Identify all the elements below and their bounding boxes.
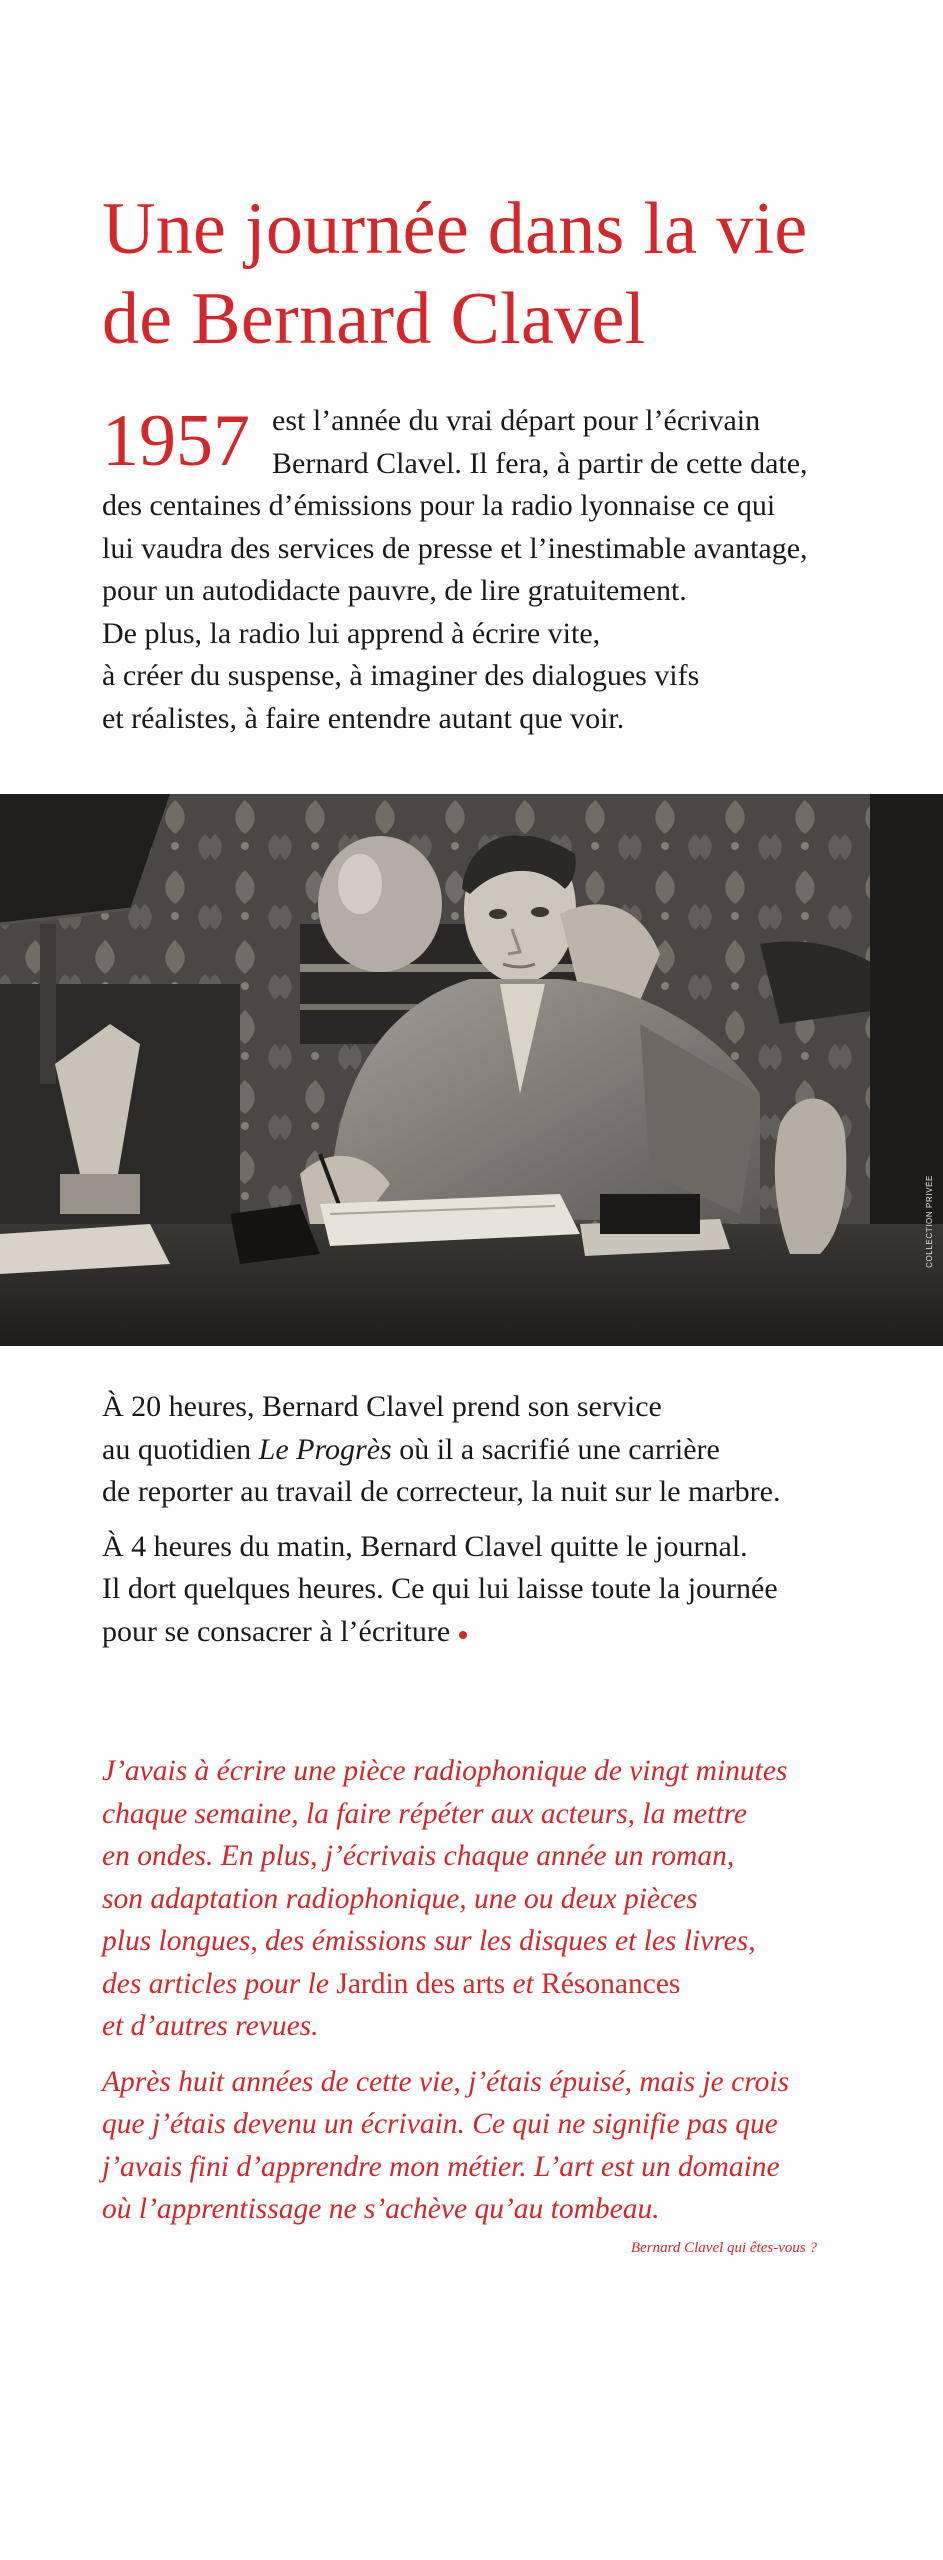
quote-line: J’avais à écrire une pièce radiophonique de vingt minutes (102, 1755, 788, 1787)
story-text-segment: pour se consacrer à l’écriture (102, 1614, 451, 1648)
quote-paragraph-1 (102, 1750, 902, 2048)
story-line: À 4 heures du matin, Bernard Clavel quitte le journal. (102, 1529, 748, 1563)
story-line: Il dort quelques heures. Ce qui lui laisse toute la journée (102, 1572, 778, 1605)
story-line: de reporter au travail de correcteur, la nuit sur le marbre. (102, 1475, 781, 1508)
writer-at-desk-image (0, 794, 943, 1346)
author-quote (102, 1750, 902, 2244)
portrait-photo (0, 794, 943, 1346)
intro-paragraph (102, 400, 882, 740)
quote-line: et d’autres revues. (102, 2010, 319, 2042)
story-paragraph-2 (102, 1526, 902, 1654)
drop-year: 1957 (102, 400, 250, 482)
quote-line: plus longues, des émissions sur les disques et les livres, (102, 1925, 756, 1957)
quote-line: où l’apprentissage ne s’achève qu’au tombeau. (102, 2193, 660, 2225)
title-line-2: de Bernard Clavel (102, 278, 646, 360)
page-title (102, 184, 902, 364)
newspaper-title: Le Progrès (258, 1432, 392, 1466)
story-text-segment: au quotidien (102, 1432, 259, 1466)
title-line-1: Une journée dans la vie (102, 188, 808, 270)
quote-text-segment: et (505, 1967, 542, 2000)
quote-line: en ondes. En plus, j’écrivais chaque année un roman, (102, 1840, 735, 1872)
end-bullet-icon (459, 1631, 467, 1639)
quote-line: Après huit années de cette vie, j’étais épuisé, mais je crois (102, 2065, 790, 2098)
story-text-segment: où il a sacrifié une carrière (391, 1432, 720, 1466)
publication-title: Jardin des arts (336, 1967, 506, 2000)
intro-line: et réalistes, à faire entendre autant que voir. (102, 701, 625, 735)
story-line (102, 1429, 902, 1472)
quote-line: chaque semaine, la faire répéter aux acteurs, la mettre (102, 1797, 748, 1830)
quote-paragraph-2 (102, 2061, 902, 2231)
story-text (102, 1386, 902, 1665)
quote-text-segment: des articles pour le (102, 1967, 337, 2000)
publication-title: Résonances (541, 1967, 681, 2000)
photo-credit: COLLECTION PRIVÉE (925, 1175, 934, 1268)
quote-line: que j’étais devenu un écrivain. Ce qui ne signifie pas que (102, 2108, 778, 2140)
intro-line: à créer du suspense, à imaginer des dialogues vifs (102, 659, 700, 692)
intro-line: De plus, la radio lui apprend à écrire vite, (102, 616, 601, 650)
story-paragraph-1 (102, 1386, 902, 1514)
intro-line: pour un autodidacte pauvre, de lire gratuitement. (102, 574, 687, 607)
quote-line (102, 1963, 902, 2006)
story-line: À 20 heures, Bernard Clavel prend son service (102, 1390, 662, 1423)
intro-line: des centaines d’émissions pour la radio lyonnaise ce qui (102, 489, 776, 522)
story-line (102, 1611, 902, 1654)
intro-line: est l’année du vrai départ pour l’écrivain (272, 404, 761, 437)
intro-line: Bernard Clavel. Il fera, à partir de cette date, (272, 446, 808, 480)
quote-line: son adaptation radiophonique, une ou deux pièces (102, 1882, 698, 1915)
intro-line: lui vaudra des services de presse et l’inestimable avantage, (102, 531, 808, 565)
quote-source: Bernard Clavel qui êtes-vous ? (630, 2240, 817, 2256)
quote-line: j’avais fini d’apprendre mon métier. L’art est un domaine (102, 2150, 780, 2183)
